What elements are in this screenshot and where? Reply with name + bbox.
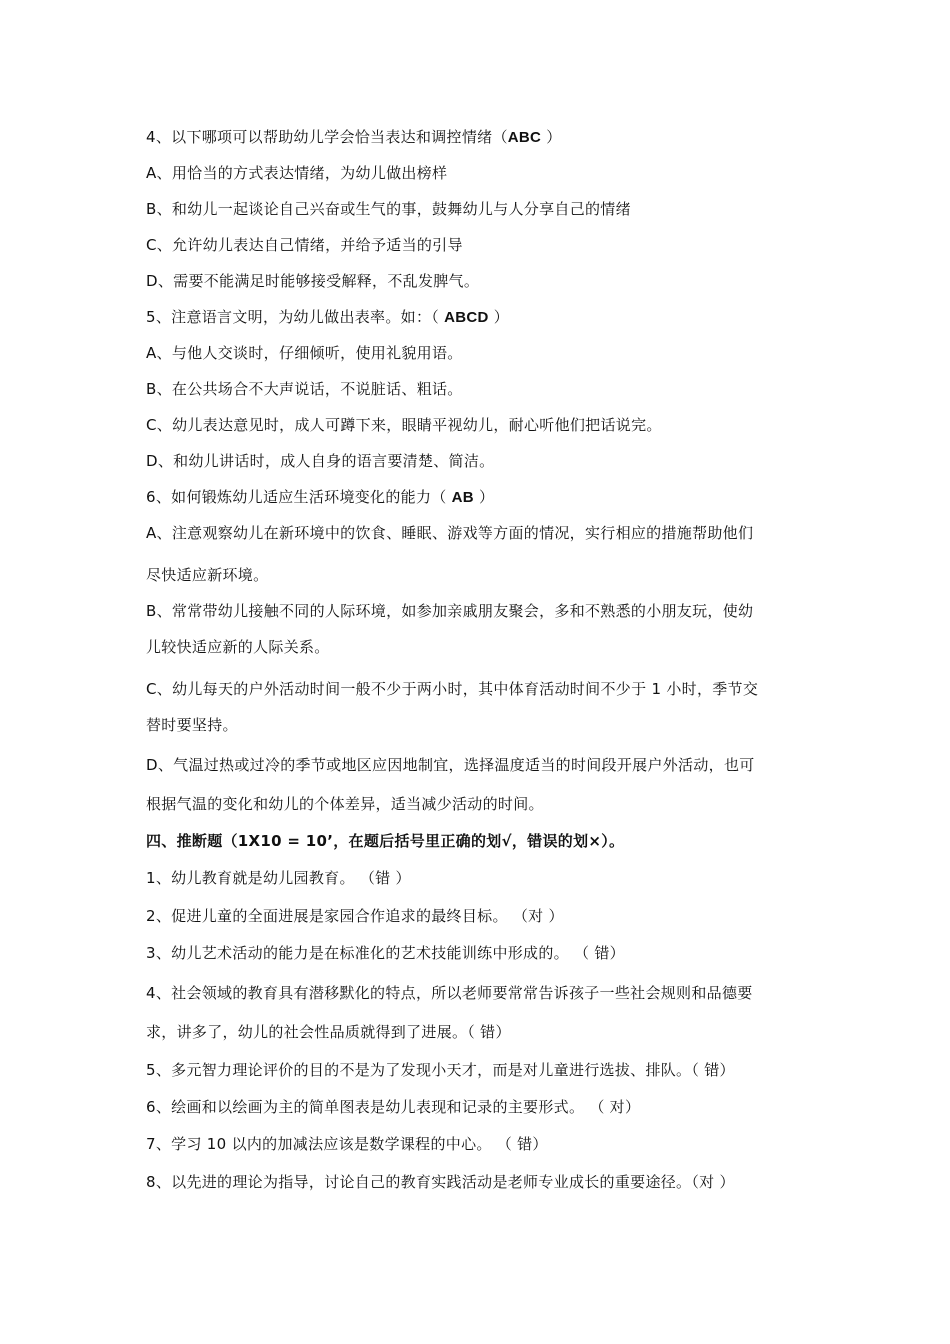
question-6-option-b-cont: 儿较快适应新的人际关系。 <box>146 638 330 656</box>
question-4-answer: ABC <box>507 129 542 146</box>
question-4-close: ） <box>541 128 562 146</box>
question-5-option-c: C、幼儿表达意见时，成人可蹲下来，眼睛平视幼儿，耐心听他们把话说完。 <box>146 416 662 434</box>
question-6-option-b: B、常常带幼儿接触不同的人际环境，如参加亲戚朋友聚会，多和不熟悉的小朋友玩，使幼 <box>146 602 754 620</box>
tf-item-2: 2、促进儿童的全面进展是家园合作追求的最终目标。 （对 ） <box>146 907 564 925</box>
question-5-stem <box>146 307 816 328</box>
question-4-option-a: A、用恰当的方式表达情绪，为幼儿做出榜样 <box>146 164 448 182</box>
question-4-stem <box>146 127 816 148</box>
question-6-option-c-cont: 替时要坚持。 <box>146 716 238 734</box>
question-6-option-d: D、气温过热或过冷的季节或地区应因地制宜，选择温度适当的时间段开展户外活动，也可 <box>146 756 755 774</box>
question-6-option-a: A、注意观察幼儿在新环境中的饮食、睡眠、游戏等方面的情况，实行相应的措施帮助他们 <box>146 524 754 542</box>
section-4-heading: 四、推断题（1X10 = 10’，在题后括号里正确的划√，错误的划×）。 <box>146 832 625 850</box>
question-6-option-c: C、幼儿每天的户外活动时间一般不少于两小时，其中体育活动时间不少于 1 小时，季节交 <box>146 680 759 698</box>
tf-item-4-cont: 求，讲多了，幼儿的社会性品质就得到了进展。（ 错） <box>146 1023 511 1041</box>
tf-item-7: 7、学习 10 以内的加减法应该是数学课程的中心。 （ 错） <box>146 1135 548 1153</box>
question-6-text: 6、如何锻炼幼儿适应生活环境变化的能力（ <box>146 488 452 506</box>
question-4-option-b: B、和幼儿一起谈论自己兴奋或生气的事，鼓舞幼儿与人分享自己的情绪 <box>146 200 631 218</box>
question-5-answer: ABCD <box>444 309 489 326</box>
question-5-text: 5、注意语言文明，为幼儿做出表率。如：（ <box>146 308 445 326</box>
tf-item-1: 1、幼儿教育就是幼儿园教育。 （错 ） <box>146 869 411 887</box>
tf-item-5: 5、多元智力理论评价的目的不是为了发现小天才，而是对儿童进行选拔、排队。（ 错） <box>146 1061 735 1079</box>
question-6-option-a-cont: 尽快适应新环境。 <box>146 566 269 584</box>
tf-item-6: 6、绘画和以绘画为主的简单图表是幼儿表现和记录的主要形式。 （ 对） <box>146 1098 641 1116</box>
tf-item-4: 4、社会领域的教育具有潜移默化的特点，所以老师要常常告诉孩子一些社会规则和品德要 <box>146 984 753 1002</box>
question-6-stem <box>146 487 816 508</box>
question-4-option-c: C、允许幼儿表达自己情绪，并给予适当的引导 <box>146 236 463 254</box>
tf-item-3: 3、幼儿艺术活动的能力是在标准化的艺术技能训练中形成的。 （ 错） <box>146 944 625 962</box>
question-5-close: ） <box>488 308 510 326</box>
question-6-option-d-cont: 根据气温的变化和幼儿的个体差异，适当减少活动的时间。 <box>146 795 544 813</box>
question-5-option-a: A、与他人交谈时，仔细倾听，使用礼貌用语。 <box>146 344 463 362</box>
question-4-text: 4、以下哪项可以帮助幼儿学会恰当表达和调控情绪（ <box>146 128 508 146</box>
tf-item-8: 8、以先进的理论为指导，讨论自己的教育实践活动是老师专业成长的重要途径。（对 ） <box>146 1173 735 1191</box>
question-5-option-b: B、在公共场合不大声说话，不说脏话、粗话。 <box>146 380 463 398</box>
question-6-close: ） <box>473 488 495 506</box>
question-6-answer: AB <box>451 489 474 506</box>
question-5-option-d: D、和幼儿讲话时，成人自身的语言要清楚、简洁。 <box>146 452 495 470</box>
question-4-option-d: D、需要不能满足时能够接受解释，不乱发脾气。 <box>146 272 480 290</box>
